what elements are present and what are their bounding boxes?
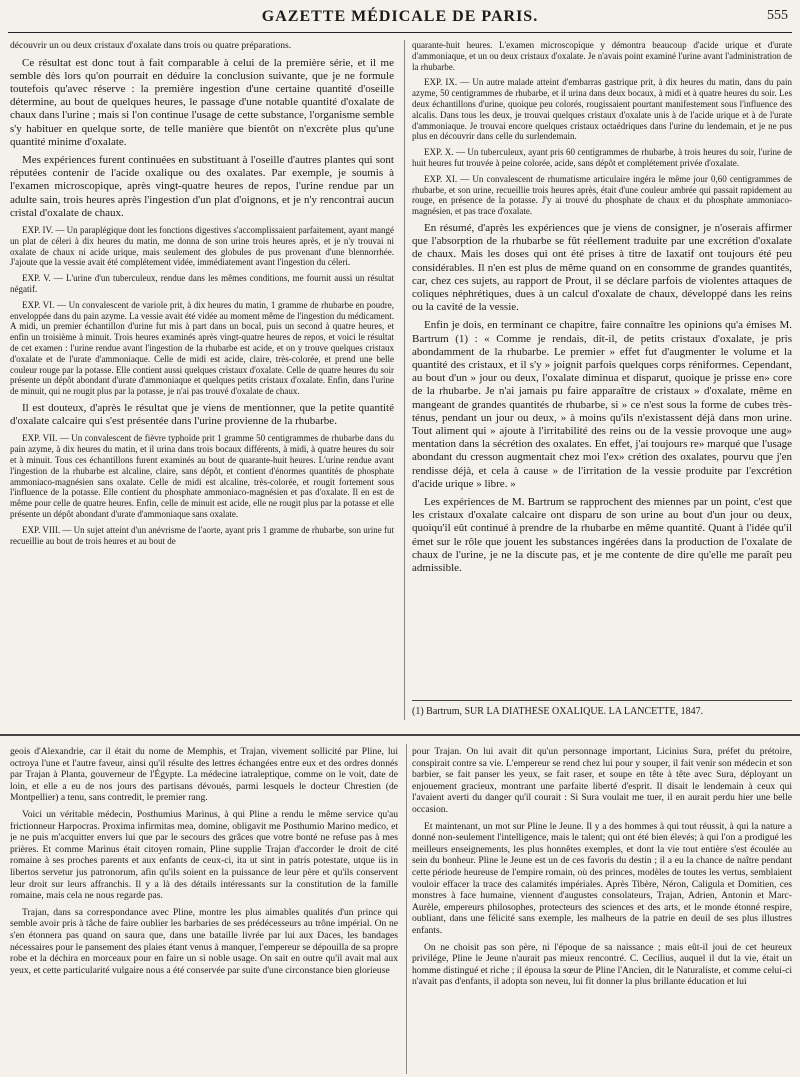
paragraph: Ce résultat est donc tout à fait comparable à celui de la première série, et il me semble dès lors qu'on pourrait en déduire la conclusion suivante, que je ne formule toutefois qu'avec réserve : la première ingestion d'une certaine quantité d'oseille détermine, au bout de quelques heures, le passage d'une notable quantité d'oxalate de chaux dans l'urine ; mais si l'on continue l'usage de cette substance, l'organisme semble s'y habituer en quelque sorte, de telle manière que bientôt on n'excrète plus qu'une quantité minime d'oxalate. <box>10 56 394 148</box>
page-number: 555 <box>767 8 788 23</box>
paragraph: Il est douteux, d'après le résultat que je viens de mentionner, que la petite quantité d'oxalate calcaire qui s'est présentée dans l'urine provienne de la rhubarbe. <box>10 401 394 428</box>
upper-left-column <box>10 40 394 730</box>
paragraph: Les expériences de M. Bartrum se rapprochent des miennes par un point, c'est que les cristaux d'oxalate calcaire ont disparu de son urine au bout d'un jour ou deux, quoiqu'il eût continué à prendre de la rhubarbe en même quantité. Quant à l'idée qu'il émet sur le rôle que jouent les substances ingérées dans la production de l'oxalate de chaux de l'urine, je ne la discute pas, et je me contente de dire qu'elle me paraît peu admissible. <box>412 496 792 575</box>
paragraph: pour Trajan. On lui avait dit qu'un personnage important, Licinius Sura, préfet du prétoire, conspirait contre sa vie. L'empereur se rend chez lui pour y souper, il fait venir son médecin et son barbier, se fait panser les yeux, se fait raser, et soupe en tête à tête avec Sura, déployant un enjouement gracieux, montrant une parfaite liberté d'esprit. Il disait le lendemain à ceux qui l'avaient averti du danger qu'il courait : Si Sura voulait me tuer, il en aurait perdu hier une belle occasion. <box>412 746 792 815</box>
paragraph: En résumé, d'après les expériences que je viens de consigner, je n'oserais affirmer que l'absorption de la rhubarbe se fût réellement traduite par une excrétion d'oxalate de chaux. Mais les doses qui ont été prises à titre de laxatif ont toujours été peu considérables. Il n'en est plus de même quand on en consomme de grandes quantités, car, chez ces sujets, au rapport de Prout, il se déclare parfois de violentes attaques de coliques néphrétiques, dues à un calcul d'oxalate de chaux, développé dans les reins ou la cavité de la vessie. <box>412 221 792 314</box>
header-rule <box>8 32 792 33</box>
paragraph: quarante-huit heures. L'examen microscopique y démontra beaucoup d'acide urique et d'urate d'ammoniaque, et un ou deux cristaux d'oxalate. Je n'avais point examiné l'urine avant l'administration de la rhubarbe. <box>412 40 792 72</box>
feuilleton-divider <box>0 734 800 736</box>
lower-right-column <box>412 746 792 1074</box>
paragraph: Et maintenant, un mot sur Pline le Jeune. Il y a des hommes à qui tout réussit, à qui la nature a donné non-seulement l'intelligence, mais le talent; qui ont été bien élevés; à qui l'on a prodigué les meilleurs enseignements, les plus honnêtes exemples, et dont la vie tout entière s'est écoulée au sein du bonheur. Pline le Jeune est un de ces favoris du destin ; il a eu la chance de naître pendant cette période heureuse de l'empire romain, où des princes, modèles de toutes les vertus, semblaient vouloir effacer la trace des calamités impériales. Après Tibère, Néron, Caligula et Domitien, ces monstres à face humaine, viennent d'augustes consolateurs, Trajan, Adrien, Antonin et Marc-Aurèle, empereurs philosophes, protecteurs des sciences et des arts, et le monde étonné respire, oubliant, dans une félicité sans exemple, les malheurs de la patrie en deuil de ses plus illustres enfants. <box>412 820 792 936</box>
column-divider <box>404 40 405 720</box>
paragraph: Trajan, dans sa correspondance avec Pline, montre les plus aimables qualités d'un prince qui semble avoir pris à tâche de faire oublier les barbaries de ses prédécesseurs au trône impérial. On ne s'en étonnera pas quand on saura que, dans une bataille livrée par lui aux Daces, les bandages nécessaires pour le pansement des plaies étant venus à manquer, l'empereur se dépouilla de sa propre robe et la déchira en morceaux pour en faire un si noble usage. On sait en outre qu'il avait mal aux yeux, et cette particularité vulgaire nous a été conservée par suite d'une circonstance bien glorieuse <box>10 906 398 976</box>
experiment-paragraph: EXP. VIII. — Un sujet atteint d'un anévrisme de l'aorte, ayant pris 1 gramme de rhubarbe, son urine fut recueillie au bout de trois heures et au bout de <box>10 524 394 546</box>
paragraph: découvrir un ou deux cristaux d'oxalate dans trois ou quatre préparations. <box>10 40 292 51</box>
experiment-paragraph: EXP. V. — L'urine d'un tuberculeux, rendue dans les mêmes conditions, me fournit aussi un résultat négatif. <box>10 273 394 295</box>
paragraph: Voici un véritable médecin, Posthumius Marinus, à qui Pline a rendu le même service qu'au frictionneur Harpocras. Proxima infirmitas mea, domine, obligavit me Posthumio Marino medico, et je ne puis m'acquitter envers lui que par le secours des grâces que votre bonté ne refuse pas à mes prières. Et comme Marinus était citoyen romain, Pline supplie Trajan d'accorder le droit de cité romaine à ses proches parents et aux enfants de ceux-ci, ita ut sint in patris potestate, utque iis in libertos servetur jus patronorum, afin qu'ils soient en la puissance de leur père et qu'ils conservent leur droit sur leurs affranchis. Il y a là des détails intéressants sur la constitution de la famille romaine, mais cela ne nous regarde pas. <box>10 808 398 902</box>
experiment-paragraph: EXP. VI. — Un convalescent de variole prit, à dix heures du matin, 1 gramme de rhubarbe en poudre, enveloppée dans du pain azyme. La vessie avait été vidée au moment même de l'ingestion du médicament. A midi, un premier échantillon d'urine fut mis à part dans un bocal, puis un second à quatre heures, et enfin un troisième à minuit. Trois heures examinés après vingt-quatre heures de repos, et voici le résultat de cet examen : l'urine rendue avant l'ingestion de la rhubarbe est acide, et on y trouve quelques cristaux d'oxalate et de l'urate d'ammoniaque. Celle de midi est acide, claire, très-colorée, et prend une belle couleur rouge par la potasse. Elle contient aussi quelques cristaux d'oxalate. Celle de quatre heures du soir présente un dépôt abondant d'urate d'ammoniaque et quelques petits cristaux d'oxalate. Enfin, dans l'urine de minuit, qui ne rougit plus par la potasse, je n'ai pas trouvé d'oxalate de chaux. <box>10 299 394 397</box>
upper-right-column <box>412 40 792 696</box>
quotation-paragraph: Enfin je dois, en terminant ce chapitre, faire connaître les opinions qu'a émises M. Bartrum (1) : « Comme je rendais, dit-il, de petits cristaux d'oxalate, je pris abondamment de la rhubarbe. Le premier » effet fut d'augmenter le volume et la quantité des cristaux, et il s'y » joignit parfois quelques corps réniformes. Cependant, au bout d'un » jour ou deux, l'oxalate diminua et disparut, quoique je prisse en» core de la rhubarbe. Je n'ai jamais pu faire apparaître de cristaux » d'oxalate, même en mangeant de grandes quantités de rhubarbe, si » ce n'est sous la forme de cubes très-ténus, pendant un jour ou deux, » à moins qu'ils n'existassent déjà dans mon urine. Tout aliment qui » ajoute à l'irritabilité des reins ou de la vessie provoque une aug» mentation dans la sécrétion des oxalates. En effet, j'ai toujours re» marqué que l'usage abondant du cresson augmentait chez moi l'ex» crétion des oxalates, pourvu que j'en rendisse déjà, et cela à cause » de l'irritation de la vessie produite par l'excrétion d'acide urique » libre. » <box>412 319 792 490</box>
experiment-paragraph: EXP. IV. — Un paraplégique dont les fonctions digestives s'accomplissaient parfaitement, ayant mangé un plat de céleri à dix heures du matin, me donna de son urine trois heures après, et je n'y trouvai ni oxalate de chaux ni acide urique, mais seulement des globules de pus provenant d'une blennorrhée. J'ajoute que la vessie avait été complétement vidée, immédiatement avant l'ingestion du céleri. <box>10 225 394 268</box>
experiment-paragraph: EXP. XI. — Un convalescent de rhumatisme articulaire ingéra le même jour 0,60 centigrammes de rhubarbe, et son urine, recueillie trois heures après, était d'une couleur ambrée qui passait rapidement au rouge, en présence de la potasse. J'y ai trouvé du phosphate de chaux et du phosphate ammoniaco-magnésien, et pas trace d'oxalate. <box>412 173 792 217</box>
paragraph: On ne choisit pas son père, ni l'époque de sa naissance ; mais eût-il joui de cet heureux privilége, Pline le Jeune n'aurait pas mieux rencontré. C. Cecilius, auquel il dut la vie, était un homme distingué et riche ; il épousa la sœur de Pline l'Ancien, dit le Naturaliste, et comme celui-ci n'avait pas d'enfants, il adopta son neveu, lui fit donner la plus brillante éducation et lui <box>412 941 792 988</box>
lower-left-column <box>10 746 398 1074</box>
footnote-area <box>412 706 792 726</box>
publication-title: GAZETTE MÉDICALE DE PARIS. <box>261 8 539 25</box>
column-divider <box>406 744 407 1074</box>
paragraph: geois d'Alexandrie, car il était du nome de Memphis, et Trajan, vivement sollicité par Pline, lui octroya l'une et l'autre faveur, ainsi qu'il résulte des lettres échangées entre eux et des ordres donnés par Trajan à Planta, gouverneur de l'Égypte. La médecine iatraleptique, comme on le voit, date de loin, et elle a eu de nos jours des partisans dévoués, parmi lesquels le docteur Chrestien (de Montpellier) a tenu, sans contredit, le premier rang. <box>10 746 398 804</box>
paragraph: Mes expériences furent continuées en substituant à l'oseille d'autres plantes qui sont réputées contenir de l'acide oxalique ou des oxalates. Par exemple, je soumis à l'examen microscopique, après vingt-quatre heures de repos, l'urine rendue par un adulte sain, trois heures après l'ingestion d'un plat d'oignons, et je n'y rencontrai aucun cristal d'oxalate de chaux. <box>10 154 394 219</box>
experiment-paragraph: EXP. IX. — Un autre malade atteint d'embarras gastrique prit, à dix heures du matin, dans du pain azyme, 50 centigrammes de rhubarbe, et il urina dans deux bocaux, à midi et à quatre heures du soir. Les deux échantillons d'urine, quoique peu colorés, rougissaient pourtant manifestement sous l'influence des alcalis. Dans tous les deux, je trouvai quelques cristaux d'oxalate unis à de l'acide urique et à de l'urate d'ammoniaque. Je trouvai encore quelques cristaux octaédriques dans l'urine du lendemain, et je ne pus plus en découvrir dans celle du surlendemain. <box>412 77 792 142</box>
footnote-rule <box>412 700 792 701</box>
experiment-paragraph: EXP. VII. — Un convalescent de fièvre typhoïde prit 1 gramme 50 centigrammes de rhubarbe dans du pain azyme, à dix heures du matin, et il urina dans trois bocaux différents, à midi, à quatre heures du soir et à minuit. Tous ces échantillons furent examinés au bout de quarante-huit heures. L'urine rendue avant l'ingestion de la rhubarbe est alcaline, claire, sans dépôt, et contient d'énormes quantités de phosphate ammoniaco-magnésien sans oxalate. Celle de midi est alcaline, très-colorée, et rougit fortement sous l'influence de la potasse. Elle contient du phosphate ammoniaco-magnésien et pas d'oxalate. Il en est de même pour celle de quatre heures. Enfin, celle de minuit est acide, elle ne rougit plus par la potasse et elle présente un dépôt abondant d'urate d'ammoniaque sans oxalate. <box>10 433 394 519</box>
page-header <box>0 6 800 34</box>
footnote: (1) Bartrum, SUR LA DIATHÈSE OXALIQUE. LA LANCETTE, 1847. <box>412 706 704 717</box>
experiment-paragraph: EXP. X. — Un tuberculeux, ayant pris 60 centigrammes de rhubarbe, à trois heures du soir, l'urine de huit heures fut trouvée à peine colorée, acide, sans dépôt et complétement privée d'oxalate. <box>412 147 792 168</box>
